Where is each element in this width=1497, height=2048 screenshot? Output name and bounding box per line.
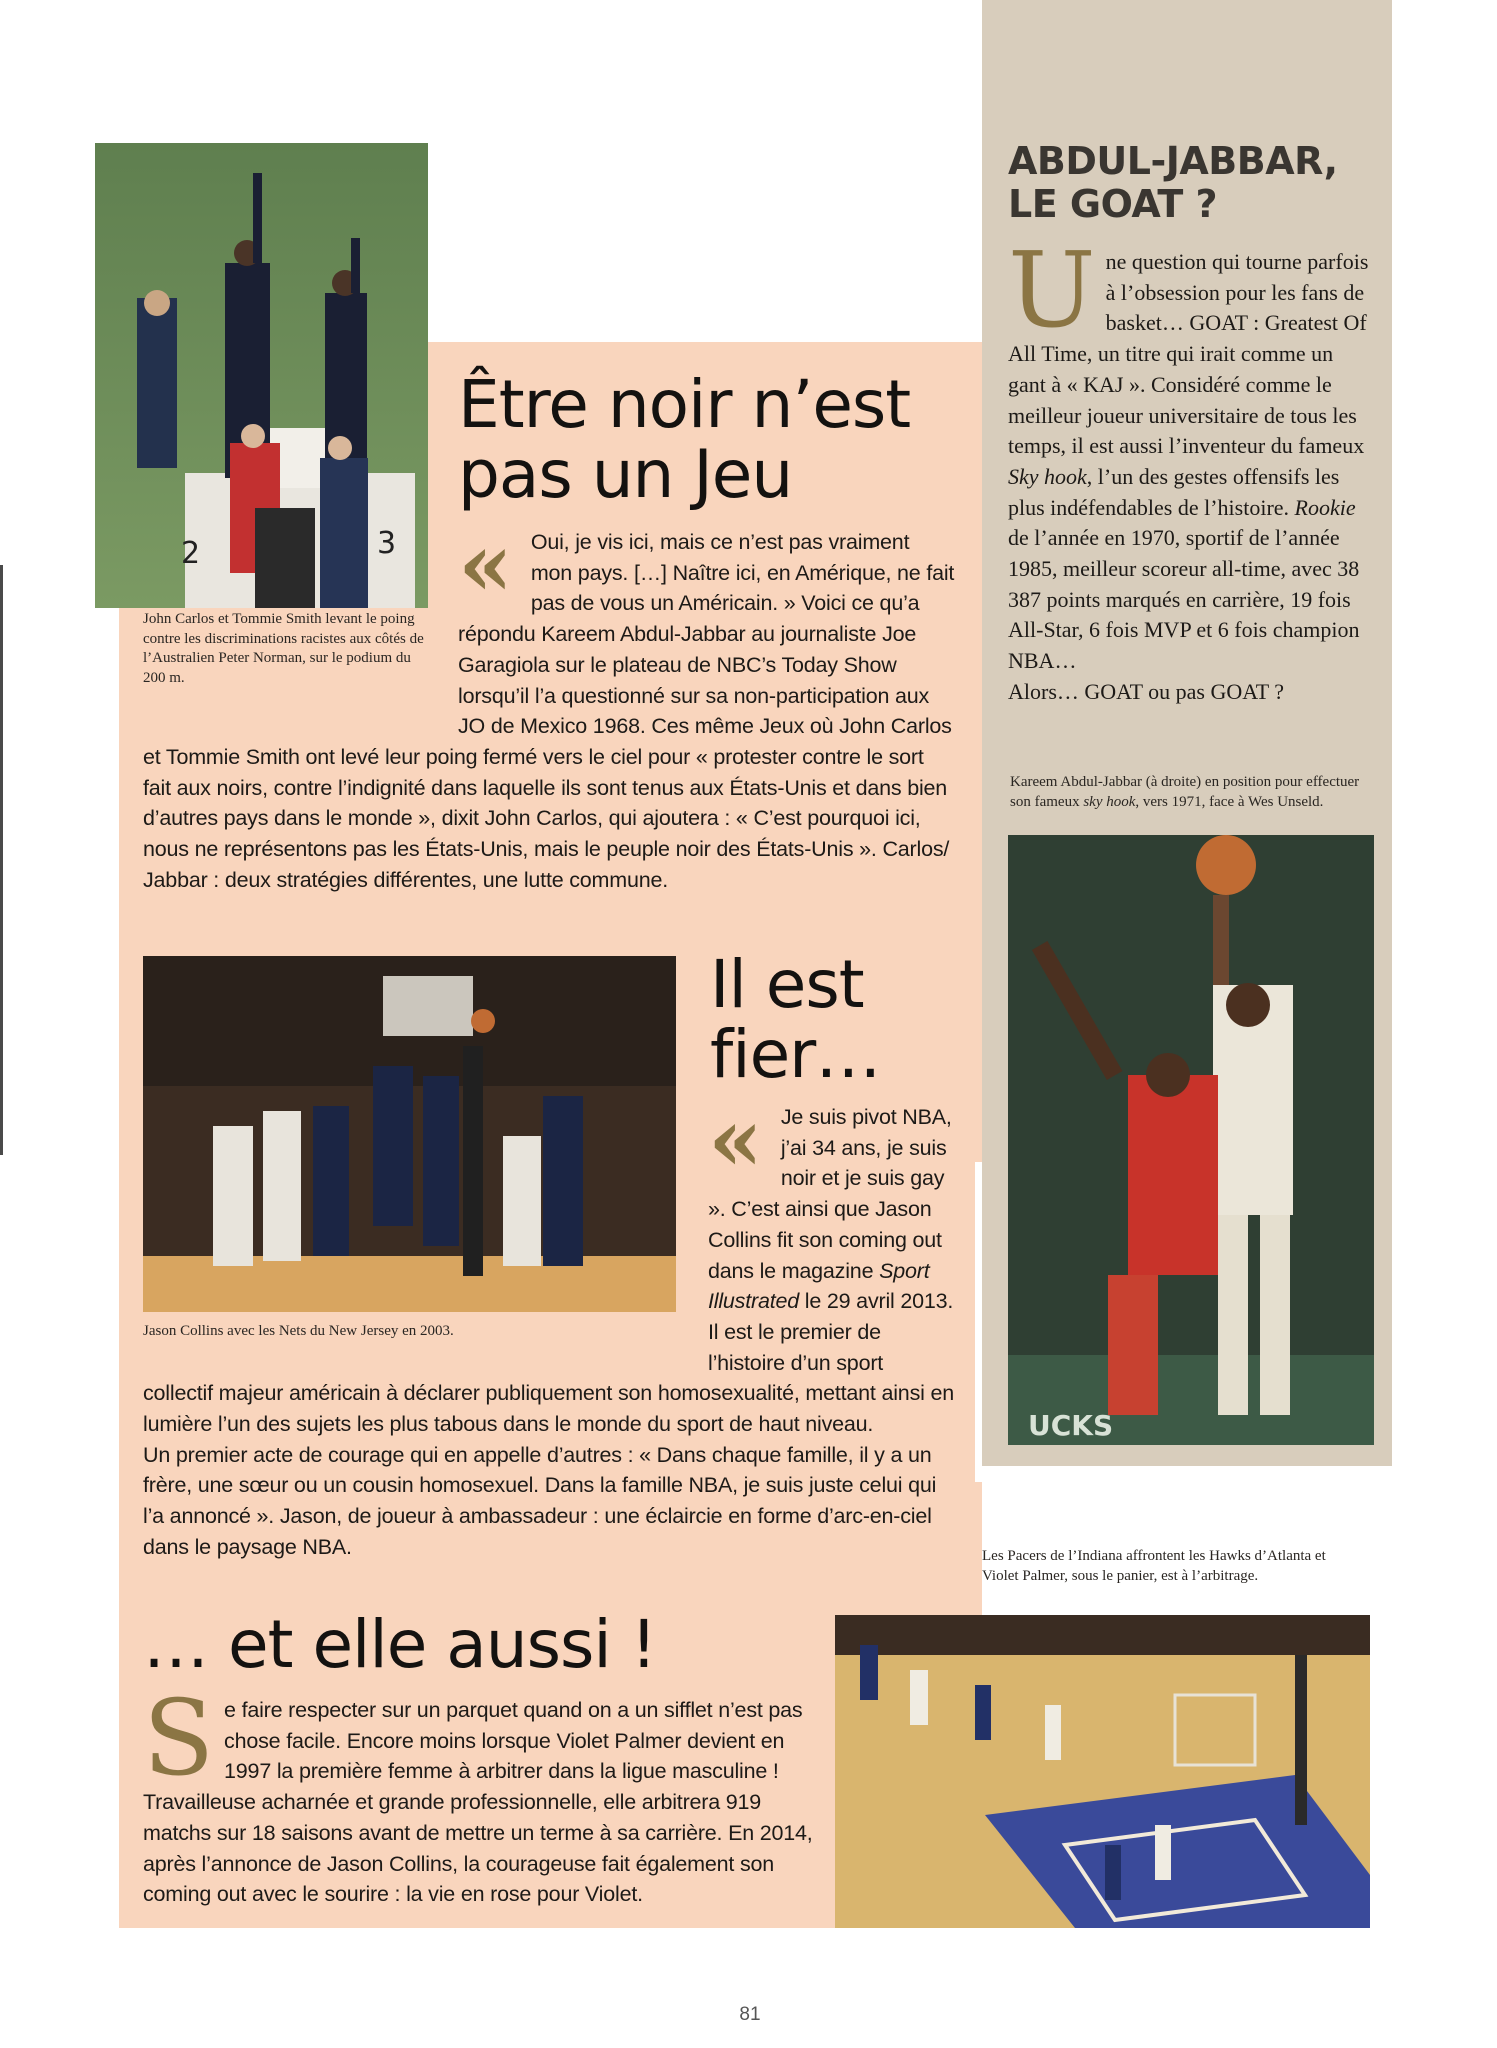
article3-dropcap: S [143,1677,215,1799]
sidebar-title-line2: LE GOAT ? [1008,182,1218,226]
sidebar-dropcap: U [1008,229,1096,351]
article2-title-line1: Il est [710,946,864,1023]
article1-title-line2: pas un Jeu [458,436,793,513]
article1-title-line1: Être noir n’est [458,366,911,443]
svg-text:3: 3 [377,526,397,561]
sidebar-caption-text-2: , vers 1971, face à Wes Unseld. [1135,793,1324,810]
sidebar-caption-text-1: Kareem Abdul-Jabbar (à droite) en position pour effectuer son fameux [1010,774,1360,810]
article1-body [143,512,955,895]
article2-quote-mark: « [708,1087,763,1191]
sidebar-title [1008,140,1368,226]
article1-text: Oui, je vis ici, mais ce n’est pas vraiment mon pays. […] Naître ici, en Amérique, ne fait pas de vous un Américain. » Voici ce qu’a répondu Kareem Abdul-Jabbar au journaliste Joe Garagiola sur le plateau de NBC’s Today Show lorsqu’il l’a questionné sur sa non-participation aux JO de Mexico 1968. Ces même Jeux où John Carlos et Tommie Smith ont levé leur poing fermé vers le ciel pour « protester contre le sort fait aux noirs, contre l’indignité dans laquelle ils sont tenus aux États-Unis et dans bien d’autres pays dans le monde », dixit John Carlos, qui ajoutera : « C’est pourquoi ici, nous ne représentons pas les États-Unis, mais le peuple noir des États-Unis ». Carlos/ Jabbar : deux stratégies différentes, une lutte commune. [143,530,955,892]
article1-quote-mark: « [458,512,513,616]
article1-title [458,366,958,513]
sidebar-text-1: ne question qui tourne parfois à l’obsession pour les fans de basket… GOAT : Greatest Of All Time, un titre qui irait comme un gant à « KAJ ». Considéré comme le meilleur joueur universitaire de tous les temps, il est aussi l’inventeur du fameux [1008,249,1369,459]
article2-text-3: Un premier acte de courage qui en appelle d’autres : « Dans chaque famille, il y a un frère, une sœur ou un cousin homosexuel. Dans la famille NBA, je suis juste celui qui l’a annoncé ». Jason, de joueur à ambassadeur : une éclaircie en forme d’arc-en-ciel dans le paysage NBA. [143,1442,937,1559]
pacers-photo [835,1615,1370,1928]
pacers-caption: Les Pacers de l’Indiana affrontent les Hawks d’Atlanta et Violet Palmer, sous le panier, est à l’arbitrage. [982,1548,1326,1584]
article2-em: Sport Illustrated [708,1258,930,1314]
article3-body [143,1677,823,1910]
podium-caption: John Carlos et Tommie Smith levant le poing contre les discriminations racistes aux côtés de l’Australien Peter Norman, sur le podium du 200 m. [143,611,424,686]
article3-text: e faire respecter sur un parquet quand on a un sifflet n’est pas chose facile. Encore moins lorsque Violet Palmer devient en 1997 la première femme à arbitrer dans la ligue masculine ! Travailleuse acharnée et grande professionnelle, elle arbitrera 919 matchs sur 18 saisons avant de mettre un terme à sa carrière. En 2014, après l’annonce de Jason Collins, la courageuse fait également son coming out avec le sourire : la vie en rose pour Violet. [143,1698,813,1907]
margin-mark [0,565,3,1155]
article2-text-1: Je suis pivot NBA, j’ai 34 ans, je suis noir et je suis gay ». C’est ainsi que Jason Collins fit son coming out dans le magazine [708,1105,952,1283]
svg-text:2: 2 [181,536,201,571]
sidebar-body [1008,229,1370,708]
skyhook-photo [1008,835,1374,1445]
sidebar-em-1: Sky hook [1008,463,1087,489]
article2-body [143,1087,955,1563]
sidebar-em-2: Rookie [1294,494,1356,520]
sidebar-text-2: , l’un des gestes offensifs les plus indéfendables de l’histoire. [1008,463,1340,520]
sidebar-text-4: Alors… GOAT ou pas GOAT ? [1008,678,1285,704]
sidebar-title-line1: ABDUL-JABBAR, [1008,139,1338,183]
sidebar-text-3: de l’année en 1970, sportif de l’année 1985, meilleur scoreur all-time, avec 38 387 points marqués en carrière, 19 fois All-Star, 6 fois MVP et 6 fois champion NBA… [1008,525,1360,674]
sidebar-caption [1010,773,1375,812]
sidebar-caption-em: sky hook [1083,793,1136,810]
article2-title [710,946,970,1093]
article2-text-2: le 29 avril 2013. Il est le premier de l’histoire d’un sport collectif majeur américain à déclarer publiquement son homosexualité, mettant ainsi en lumière l’un des sujets les plus tabous dans le monde du sport de haut niveau. [143,1289,954,1437]
svg-text:UCKS: UCKS [1028,1409,1114,1442]
sidebar-gap-white [975,1162,982,1482]
article2-title-line2: fier… [710,1016,881,1093]
page-number: 81 [739,2004,761,2025]
article3-title: … et elle aussi ! [143,1606,657,1683]
nets-caption: Jason Collins avec les Nets du New Jersey en 2003. [143,1323,454,1339]
